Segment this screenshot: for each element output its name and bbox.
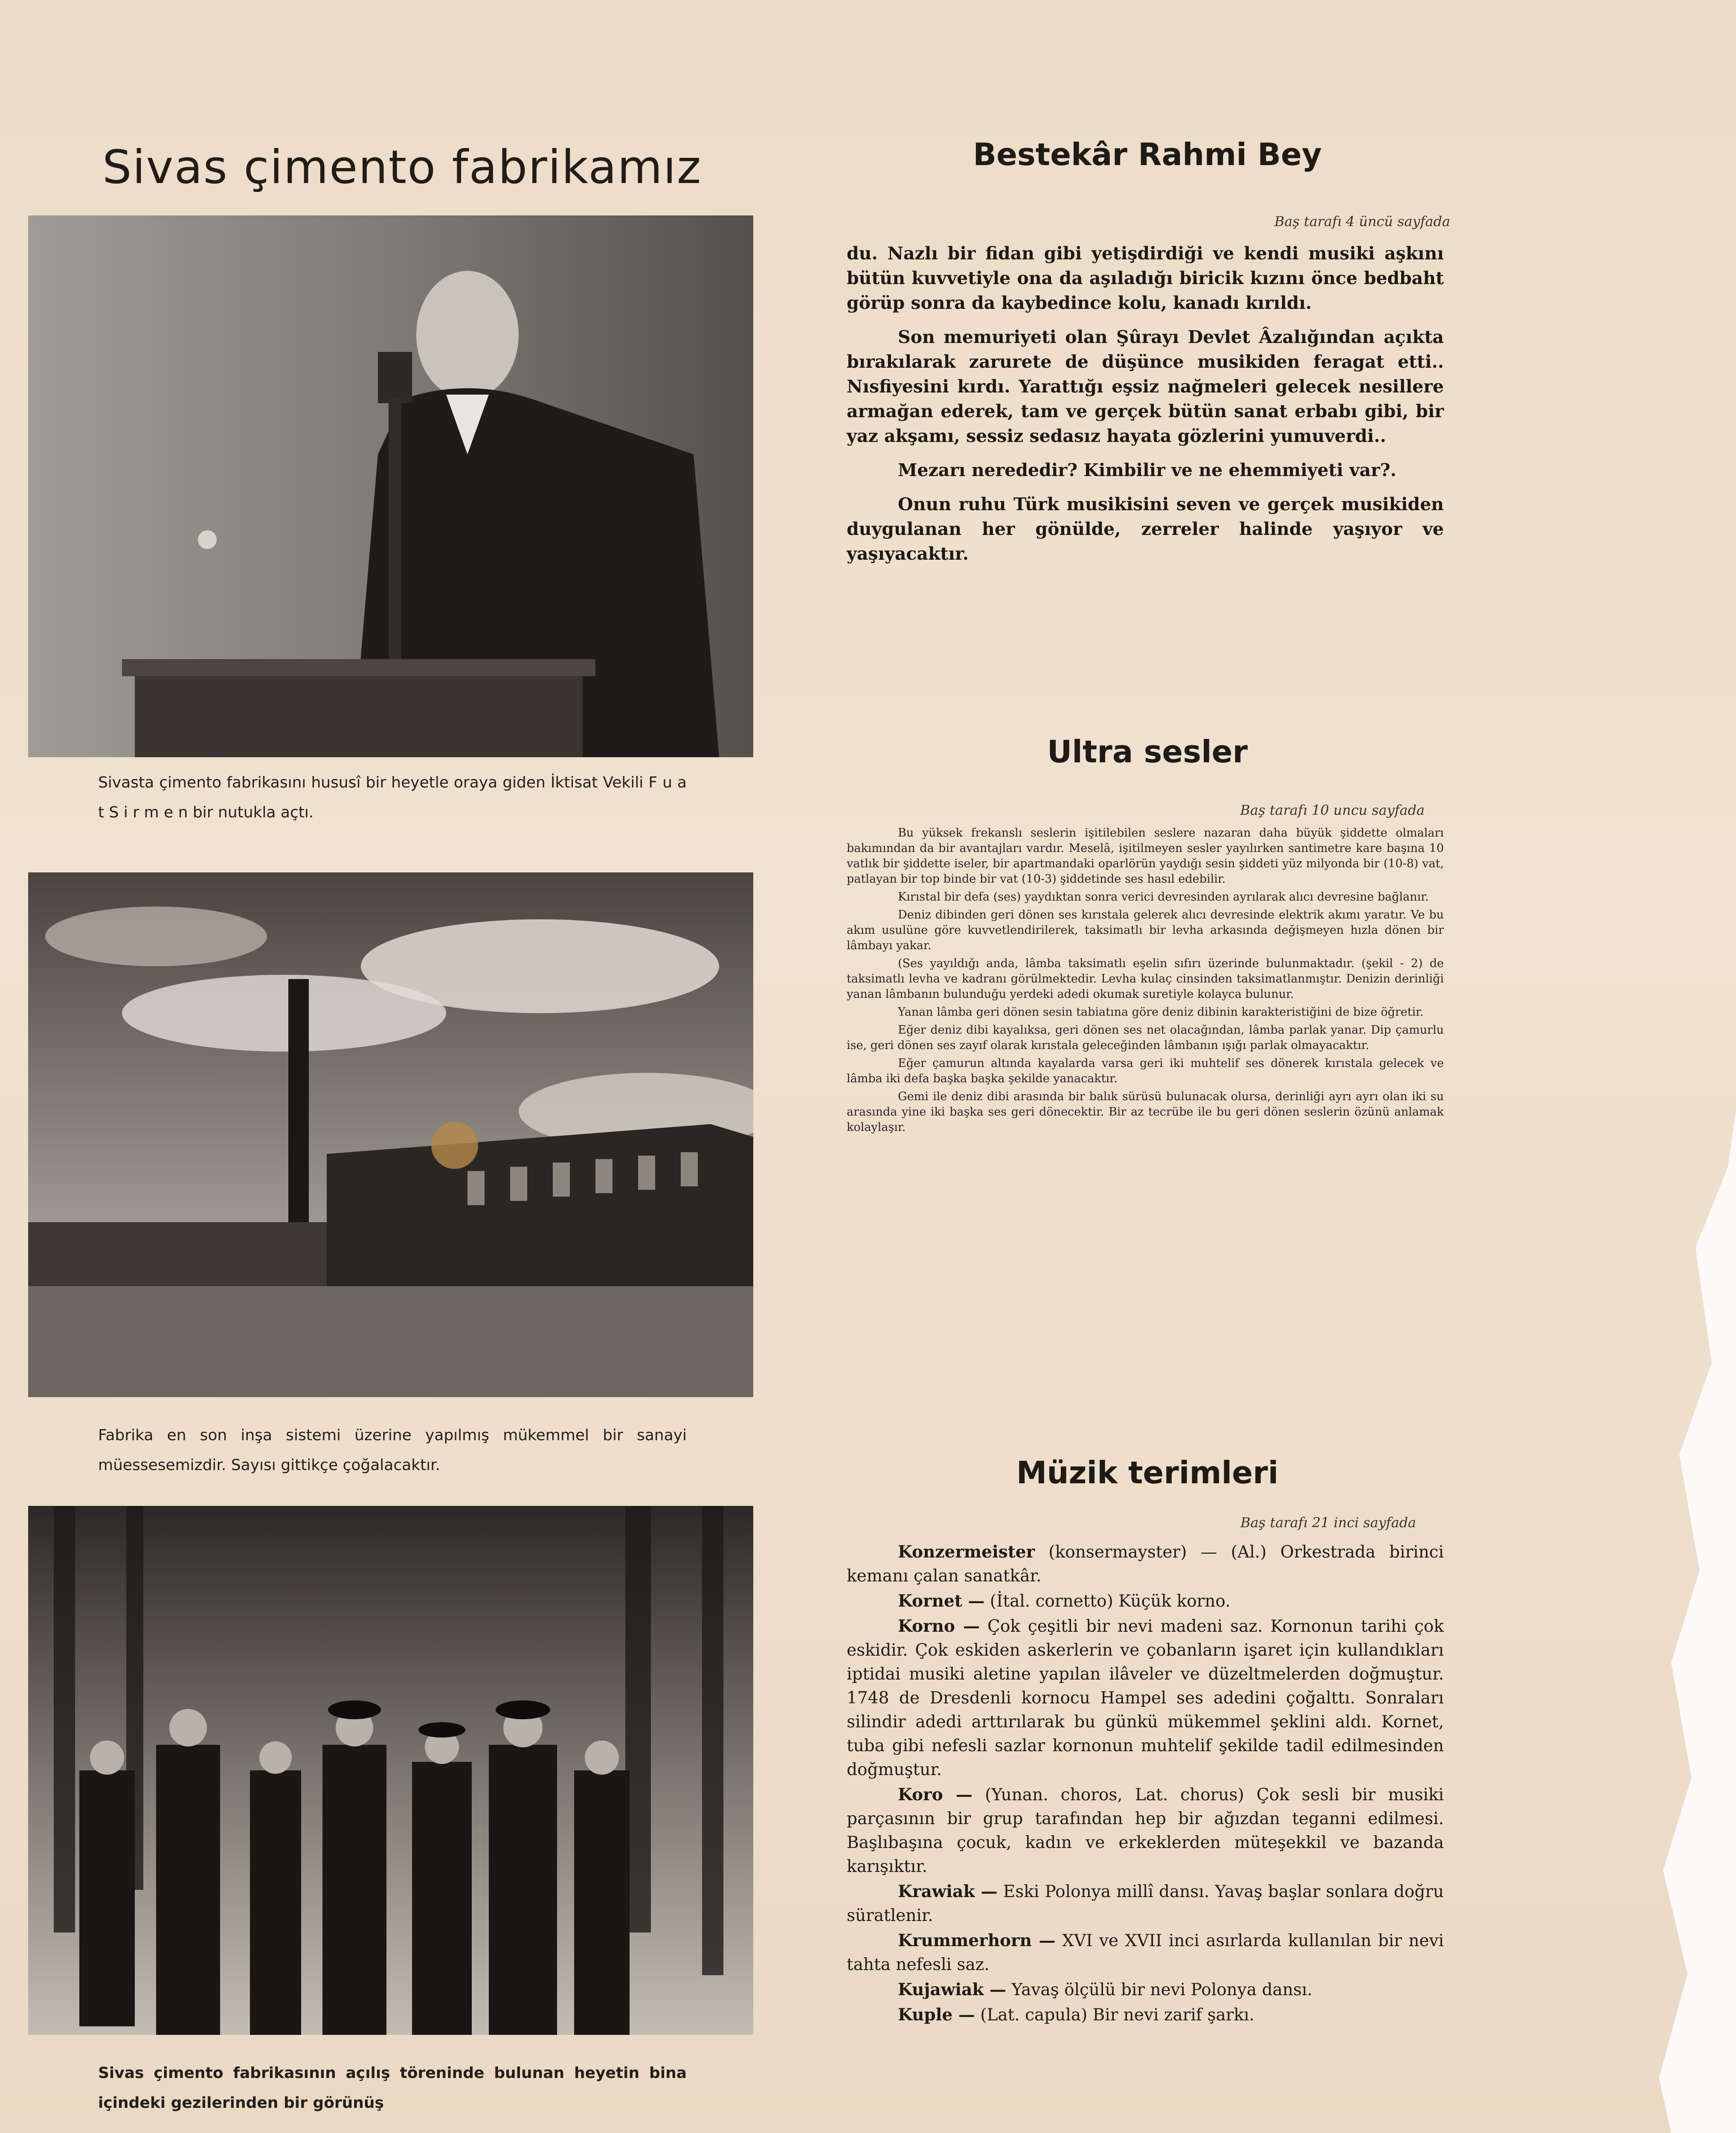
- article-title-cement-factory: Sivas çimento fabrikamız: [102, 141, 702, 194]
- term-definition: Eski Polonya millî dansı. Yavaş başlar sonlara doğru süratlenir.: [847, 1882, 1444, 1925]
- term-entry: [847, 1929, 1444, 1977]
- term-definition: XVI ve XVII inci asırlarda kullanılan bir nevi tahta nefesli saz.: [847, 1931, 1444, 1974]
- term-definition: (Yunan. choros, Lat. chorus) Çok sesli bir musiki parçasının bir grup tarafından hep bir ağızdan teganni edilmesi. Başlıbaşına çocuk, kadın ve erkeklerden müteşekkil ve bazanda karışıktır.: [847, 1785, 1444, 1876]
- term-definition: (konsermayster) — (Al.) Orkestrada birinci kemanı çalan sanatkâr.: [847, 1543, 1444, 1586]
- term-definition: Çok çeşitli bir nevi madeni saz. Kornonun tarihi çok eskidir. Çok eskiden askerlerin ve çobanların işaret için kullandıkları iptidai musiki aletine yapılan ilâveler ve düzeltmelerden doğmuştur. 1748 de Dresdenli kornocu Hampel ses adedini çoğalttı. Sonraları silindir adedi arttırılarak bu günkü mükemmel şeklini aldı. Kornet, tuba gibi nefesli sazlar kornonun muhtelif şekilde tadil edilmesinden doğmuştur.: [847, 1617, 1444, 1779]
- muzik-continuation-note: Baş tarafı 21 inci sayfada: [1240, 1514, 1416, 1531]
- rahmi-paragraph: du. Nazlı bir fidan gibi yetişdirdiği ve kendi musiki aşkını bütün kuvvetiyle ona da aşıladığı biricik kızını önce bedbaht görüp sonra da kaybedince kolu, kanadı kırıldı.: [847, 243, 1444, 313]
- term-name: Kujawiak —: [898, 1980, 1007, 1999]
- ultra-paragraph: Bu yüksek frekanslı seslerin işitilebilen seslere nazaran daha büyük şiddette olmaları bakımından da bir avantajları vardır. Meselâ, işitilmeyen sesler yayılırken santimetre kare başına 10 vatlık bir şiddette iseler, bir apartmandaki oparlörün yaydığı sesin şiddeti yüz milyonda bir (10-8) vat, patlayan bir top binde bir vat (10-3) şiddetinde ses hasıl edebilir.: [847, 826, 1444, 886]
- photo-delegation-visit: [28, 1506, 753, 2035]
- term-name: Korno —: [898, 1616, 980, 1636]
- torn-paper-edge: [1655, 1109, 1736, 2133]
- term-name: Krawiak —: [898, 1882, 998, 1901]
- term-entry: [847, 2003, 1444, 2027]
- muzik-terms-list: [847, 1540, 1444, 2028]
- term-definition: (İtal. cornetto) Küçük korno.: [984, 1592, 1231, 1611]
- term-name: Konzermeister: [898, 1542, 1035, 1562]
- term-entry: [847, 1880, 1444, 1928]
- photo-factory-exterior: [28, 872, 753, 1397]
- ultra-paragraph: (Ses yayıldığı anda, lâmba taksimatlı eşelin sıfırı üzerinde bulunmaktadır. (şekil - 2) de taksimatlı levha ve kadranı görülmektedir. Levha kulaç cinsinden taksimatlanmıştır. Denizin derinliği yanan lâmbanın bulunduğu yerdeki adedi okumak suretiyle kolayca bulunur.: [847, 957, 1444, 1001]
- term-name: Krummerhorn —: [898, 1931, 1056, 1950]
- term-definition: Yavaş ölçülü bir nevi Polonya dansı.: [1006, 1980, 1312, 1999]
- term-entry: [847, 1978, 1444, 2002]
- ultra-paragraph: Eğer çamurun altında kayalarda varsa geri iki muhtelif ses dönerek kırıstala gelecek ve lâmba iki defa başka başka şekilde yanacaktır.: [847, 1057, 1444, 1085]
- rahmi-article-body: [847, 241, 1444, 575]
- ultra-paragraph: Yanan lâmba geri dönen sesin tabiatına göre deniz dibinin karakteristiğini de bize öğretir.: [898, 1005, 1424, 1019]
- term-entry: [847, 1614, 1444, 1782]
- rahmi-paragraph: Onun ruhu Türk musikisini seven ve gerçek musikiden duygulanan her gönülde, zerreler halinde yaşıyor ve yaşıyacaktır.: [847, 494, 1444, 564]
- article-title-ultra-sesler: Ultra sesler: [1047, 734, 1248, 770]
- rahmi-continuation-note: Baş tarafı 4 üncü sayfada: [1274, 213, 1450, 230]
- photo-minister-speech: [28, 215, 753, 757]
- caption-delegation-visit: Sivas çimento fabrikasının açılış töreninde bulunan heyetin bina içindeki gezilerinden bir görünüş: [98, 2064, 687, 2112]
- caption-minister-speech: Sivasta çimento fabrikasını hususî bir heyetle oraya giden İktisat Vekili F u a t S i r m e n bir nutukla açtı.: [98, 774, 687, 821]
- ultra-article-body: [847, 825, 1444, 1138]
- term-name: Kornet —: [898, 1591, 985, 1611]
- term-entry: [847, 1783, 1444, 1879]
- ultra-paragraph: Eğer deniz dibi kayalıksa, geri dönen ses net olacağından, lâmba parlak yanar. Dip çamurlu ise, geri dönen ses zayıf olarak kırıstala geleceğinden lâmbanın ışığı parlak olmayacaktır.: [847, 1023, 1444, 1052]
- ultra-continuation-note: Baş tarafı 10 uncu sayfada: [1240, 802, 1425, 818]
- caption-factory-exterior: Fabrika en son inşa sistemi üzerine yapılmış mükemmel bir sanayi müessesemizdir. Sayısı gittikçe çoğalacaktır.: [98, 1427, 687, 1474]
- term-definition: (Lat. capula) Bir nevi zarif şarkı.: [975, 2005, 1255, 2025]
- ultra-paragraph: Gemi ile deniz dibi arasında bir balık sürüsü bulunacak olursa, derinliği ayrı ayrı olan iki su arasında yine iki başka ses geri dönecektir. Bir az tecrübe ile bu geri dönen seslerin özünü anlamak kolaylaşır.: [847, 1090, 1444, 1134]
- term-entry: [847, 1589, 1444, 1613]
- term-name: Kuple —: [898, 2005, 975, 2025]
- ultra-paragraph: Deniz dibinden geri dönen ses kırıstala gelerek alıcı devresinde elektrik akımı yaratır. Ve bu akım usulüne göre kuvvetlendirilerek, taksimatlı bir levha arkasında değişmeyen hızla dönen bir lâmbayı yakar.: [847, 908, 1444, 952]
- rahmi-paragraph: Mezarı nerededir? Kimbilir ve ne ehemmiyeti var?.: [898, 460, 1396, 480]
- ultra-paragraph: Kırıstal bir defa (ses) yaydıktan sonra verici devresinden ayrılarak alıcı devresine bağlanır.: [898, 890, 1429, 904]
- article-title-muzik-terimleri: Müzik terimleri: [1016, 1455, 1279, 1491]
- article-title-rahmi-bey: Bestekâr Rahmi Bey: [973, 137, 1322, 172]
- rahmi-paragraph: Son memuriyeti olan Şûrayı Devlet Âzalığından açıkta bırakılarak zarurete de düşünce musikiden feragat etti.. Nısfiyesini kırdı. Yarattığı eşsiz nağmeleri gelecek nesillere armağan ederek, tam ve gerçek bütün sanat erbabı gibi, bir yaz akşamı, sessiz sedasız hayata gözlerini yumuverdi..: [847, 327, 1444, 446]
- term-name: Koro —: [898, 1785, 973, 1805]
- term-entry: [847, 1540, 1444, 1588]
